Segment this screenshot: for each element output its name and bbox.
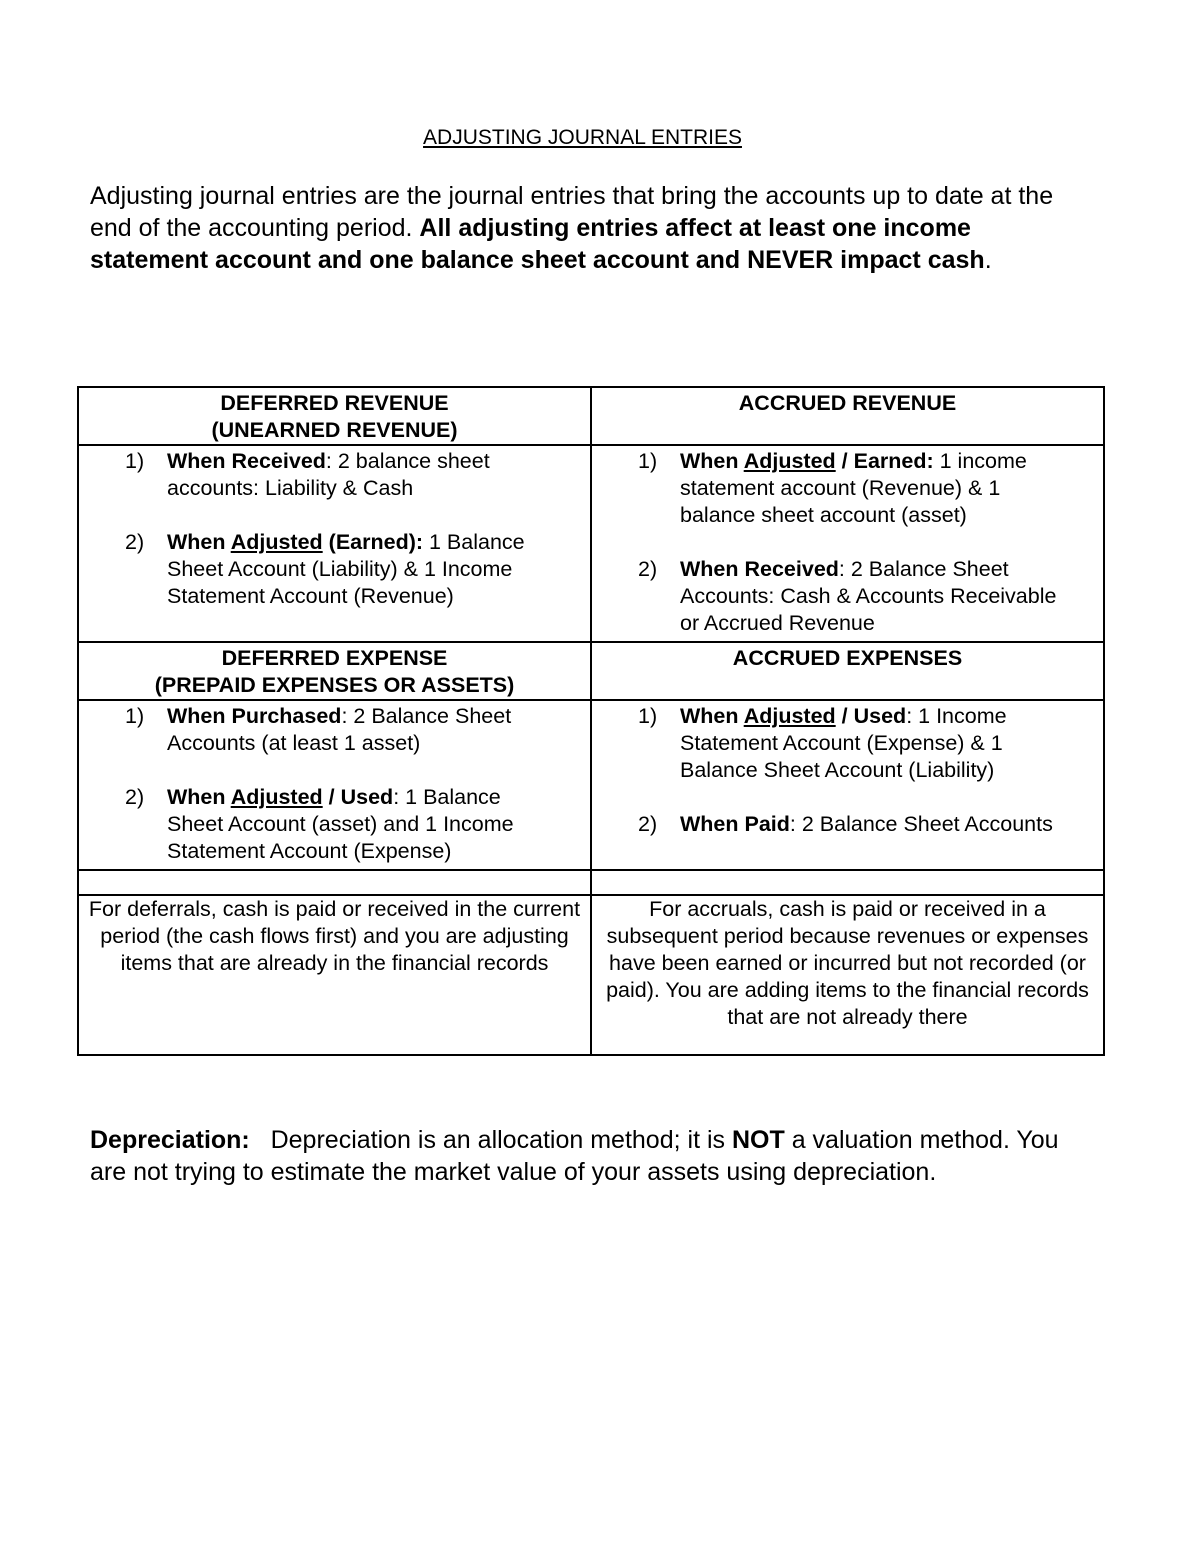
item-label: / Used	[835, 704, 907, 728]
accrued-revenue-cell	[591, 445, 1104, 642]
list-item	[85, 784, 584, 865]
depreciation-text: Depreciation is an allocation method; it is	[249, 1126, 732, 1154]
accrued-expenses-cell	[591, 700, 1104, 870]
deferred-expense-list	[85, 703, 584, 865]
item-number: 1)	[638, 449, 658, 473]
item-label: (Earned):	[322, 530, 424, 554]
item-label: When	[167, 530, 231, 554]
list-item	[598, 811, 1097, 838]
item-number: 2)	[125, 530, 145, 554]
intro-emphasis: All adjusting entries affect at least one income statement account and one balance sheet account and NEVER impact cash	[90, 214, 985, 274]
depreciation-paragraph	[90, 1124, 1090, 1188]
deferred-revenue-cell	[78, 445, 591, 642]
header-line: (PREPAID EXPENSES OR ASSETS)	[154, 673, 515, 697]
accrued-revenue-list	[598, 448, 1097, 637]
item-label: / Used	[322, 785, 394, 809]
item-number: 2)	[125, 785, 145, 809]
deferred-revenue-header	[78, 387, 591, 445]
item-number: 2)	[638, 557, 658, 581]
item-number: 1)	[638, 704, 658, 728]
item-label: Adjusted	[743, 704, 836, 728]
item-text: : 1 Balance Sheet Account (asset) and 1 Income Statement Account (Expense)	[167, 785, 514, 863]
item-label: When	[167, 785, 231, 809]
depreciation-emphasis: NOT	[731, 1126, 785, 1154]
list-item	[598, 703, 1097, 784]
page-title: ADJUSTING JOURNAL ENTRIES	[423, 126, 742, 149]
item-label: Adjusted	[230, 530, 323, 554]
item-label: When Purchased	[167, 704, 342, 728]
list-item	[598, 448, 1097, 529]
intro-text: Adjusting journal entries are the journal entries that bring the accounts up to date at the end of the accounting period.	[90, 182, 1054, 242]
header-line: ACCRUED REVENUE	[738, 391, 957, 415]
item-label: Adjusted	[743, 449, 836, 473]
accruals-note: For accruals, cash is paid or received in a subsequent period because revenues or expenses have been earned or incurred but not recorded (or paid). You are adding items to the financial records that are not already there	[591, 895, 1104, 1055]
deferred-expense-header	[78, 642, 591, 700]
item-label: When Received	[680, 557, 839, 581]
item-label: When Received	[167, 449, 326, 473]
intro-paragraph	[90, 180, 1090, 276]
item-number: 1)	[125, 704, 145, 728]
accrued-expenses-header	[591, 642, 1104, 700]
item-text: 1 income statement account (Revenue) & 1 balance sheet account (asset)	[680, 449, 1027, 527]
item-text: : 1 Income Statement Account (Expense) & 1 Balance Sheet Account (Liability)	[680, 704, 1007, 782]
header-line: ACCRUED EXPENSES	[732, 646, 963, 670]
list-item	[85, 703, 584, 757]
accrued-revenue-header	[591, 387, 1104, 445]
empty-cell	[78, 870, 591, 895]
item-label: When Paid	[680, 812, 790, 836]
header-line: DEFERRED REVENUE	[220, 391, 449, 415]
list-item	[85, 529, 584, 610]
list-item	[85, 448, 584, 502]
item-label: / Earned:	[835, 449, 934, 473]
deferred-revenue-list	[85, 448, 584, 610]
deferrals-note: For deferrals, cash is paid or received in the current period (the cash flows first) and you are adjusting items that are already in the financial records	[78, 895, 591, 1055]
accrued-expenses-list	[598, 703, 1097, 838]
header-line: (UNEARNED REVENUE)	[211, 418, 458, 442]
item-number: 1)	[125, 449, 145, 473]
adjusting-entries-table	[77, 386, 1105, 1056]
item-label: When	[680, 704, 744, 728]
item-label: Adjusted	[230, 785, 323, 809]
item-number: 2)	[638, 812, 658, 836]
item-text: : 2 balance sheet accounts: Liability & Cash	[167, 449, 490, 500]
depreciation-text: a valuation method. You are not trying to estimate the market value of your assets using depreciation.	[90, 1126, 1059, 1186]
header-line: DEFERRED EXPENSE	[221, 646, 448, 670]
item-text: : 2 Balance Sheet Accounts	[789, 812, 1053, 836]
item-label: When	[680, 449, 744, 473]
item-text: 1 Balance Sheet Account (Liability) & 1 Income Statement Account (Revenue)	[167, 530, 525, 608]
empty-cell	[591, 870, 1104, 895]
depreciation-label: Depreciation:	[90, 1126, 250, 1154]
deferred-expense-cell	[78, 700, 591, 870]
item-text: : 2 Balance Sheet Accounts (at least 1 asset)	[167, 704, 512, 755]
item-text: : 2 Balance Sheet Accounts: Cash & Accounts Receivable or Accrued Revenue	[680, 557, 1057, 635]
list-item	[598, 556, 1097, 637]
intro-end: .	[984, 246, 992, 274]
